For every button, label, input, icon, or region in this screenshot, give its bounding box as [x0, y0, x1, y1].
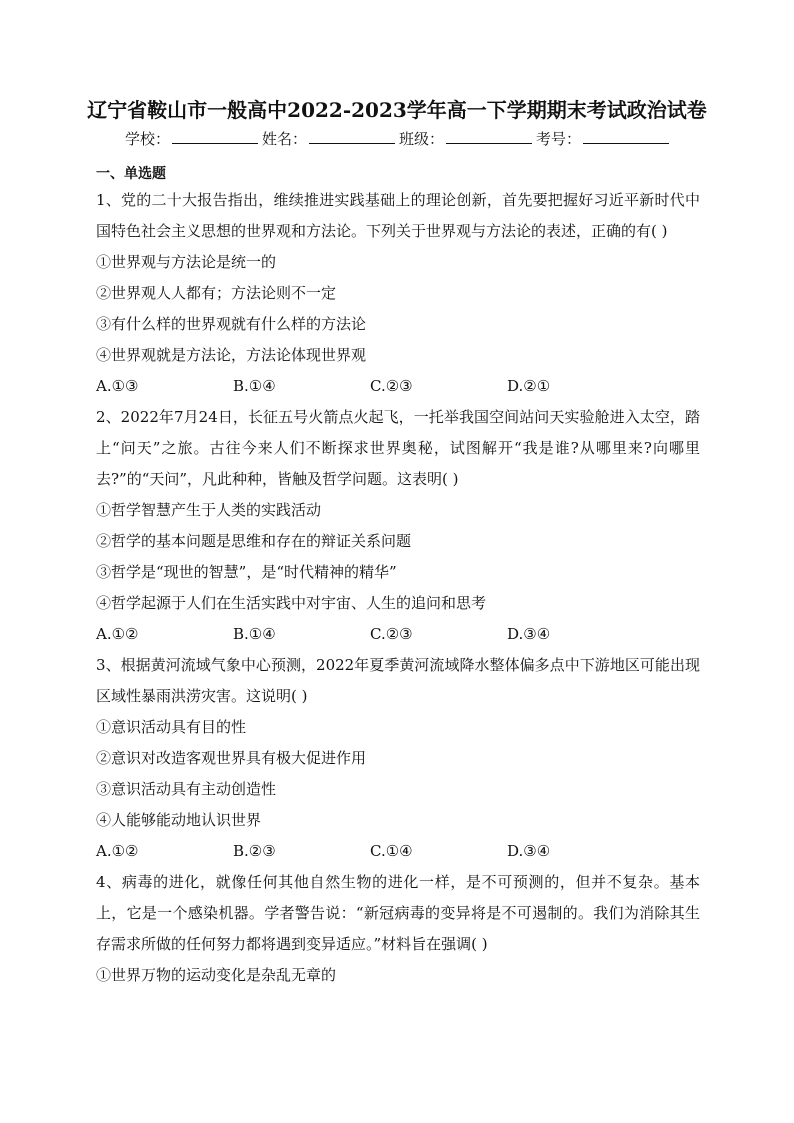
statement-option: ①哲学智慧产生于人类的实践活动	[96, 501, 322, 519]
choice-b[interactable]: B.②③	[233, 842, 276, 860]
exam-content	[96, 163, 700, 991]
section-title: 一、单选题	[96, 166, 166, 182]
answer-choices	[96, 836, 700, 867]
choice-a[interactable]: A.①③	[96, 377, 139, 395]
class-field: 班级：	[399, 128, 532, 149]
question-stem: 4、病毒的进化，就像任何其他自然生物的进化一样，是不可预测的，但并不复杂。基本上，它是一个感染机器。学者警告说：“新冠病毒的变异将是不可遏制的。我们为消除其生存需求所做的任何努力都将遇到变异适应。”材料旨在强调( )	[96, 873, 700, 953]
question-stem: 2、2022年7月24日，长征五号火箭点火起飞，一托举我国空间站问天实验舱进入太空，踏上“问天”之旅。古往今来人们不断探求世界奥秘，试图解开“我是谁?从哪里来?向哪里去?”的“天问”，凡此种种，皆触及哲学问题。这表明( )	[96, 408, 700, 488]
name-field: 姓名：	[262, 128, 395, 149]
school-field: 学校：	[125, 128, 258, 149]
question-1	[96, 185, 700, 402]
question-stem: 1、党的二十大报告指出，维续推进实践基础上的理论创新，首先要把握好习近平新时代中国特色社会主义思想的世界观和方法论。下列关于世界观与方法论的表述，正确的有( )	[96, 191, 700, 240]
student-info-row	[0, 128, 794, 149]
statement-option: ②世界观人人都有；方法论则不一定	[96, 284, 337, 302]
statement-option: ①意识活动具有目的性	[96, 718, 247, 736]
statement-option: ③哲学是“现世的智慧”，是“时代精神的精华”	[96, 563, 397, 581]
statement-option: ③意识活动具有主动创造性	[96, 780, 277, 798]
class-blank[interactable]	[446, 129, 532, 144]
statement-option: ②意识对改造客观世界具有极大促进作用	[96, 749, 367, 767]
choice-d[interactable]: D.②①	[507, 377, 551, 395]
question-2	[96, 402, 700, 650]
exam-title: 辽宁省鞍山市一般高中2022-2023学年高一下学期期末考试政治试卷	[87, 98, 707, 122]
statement-option: ①世界观与方法论是统一的	[96, 253, 277, 271]
name-blank[interactable]	[309, 129, 395, 144]
choice-d[interactable]: D.③④	[507, 842, 551, 860]
statement-option: ②哲学的基本问题是思维和存在的辩证关系问题	[96, 532, 412, 550]
statement-option: ③有什么样的世界观就有什么样的方法论	[96, 315, 367, 333]
answer-choices	[96, 619, 700, 650]
choice-c[interactable]: C.②③	[370, 377, 413, 395]
answer-choices	[96, 371, 700, 402]
choice-b[interactable]: B.①④	[233, 625, 276, 643]
statement-option: ④世界观就是方法论，方法论体现世界观	[96, 346, 367, 364]
exam-number-blank[interactable]	[583, 129, 669, 144]
statement-option: ④哲学起源于人们在生活实践中对宇宙、人生的追问和思考	[96, 594, 487, 612]
question-4	[96, 867, 700, 991]
choice-c[interactable]: C.①④	[370, 842, 413, 860]
question-3	[96, 650, 700, 867]
choice-d[interactable]: D.③④	[507, 625, 551, 643]
choice-a[interactable]: A.①②	[96, 842, 139, 860]
choice-c[interactable]: C.②③	[370, 625, 413, 643]
statement-option: ④人能够能动地认识世界	[96, 811, 262, 829]
statement-option: ①世界万物的运动变化是杂乱无章的	[96, 966, 337, 984]
exam-number-field: 考号：	[536, 128, 669, 149]
choice-a[interactable]: A.①②	[96, 625, 139, 643]
choice-b[interactable]: B.①④	[233, 377, 276, 395]
question-stem: 3、根据黄河流域气象中心预测，2022年夏季黄河流域降水整体偏多点中下游地区可能出现区域性暴雨洪涝灾害。这说明( )	[96, 656, 700, 705]
school-blank[interactable]	[172, 129, 258, 144]
